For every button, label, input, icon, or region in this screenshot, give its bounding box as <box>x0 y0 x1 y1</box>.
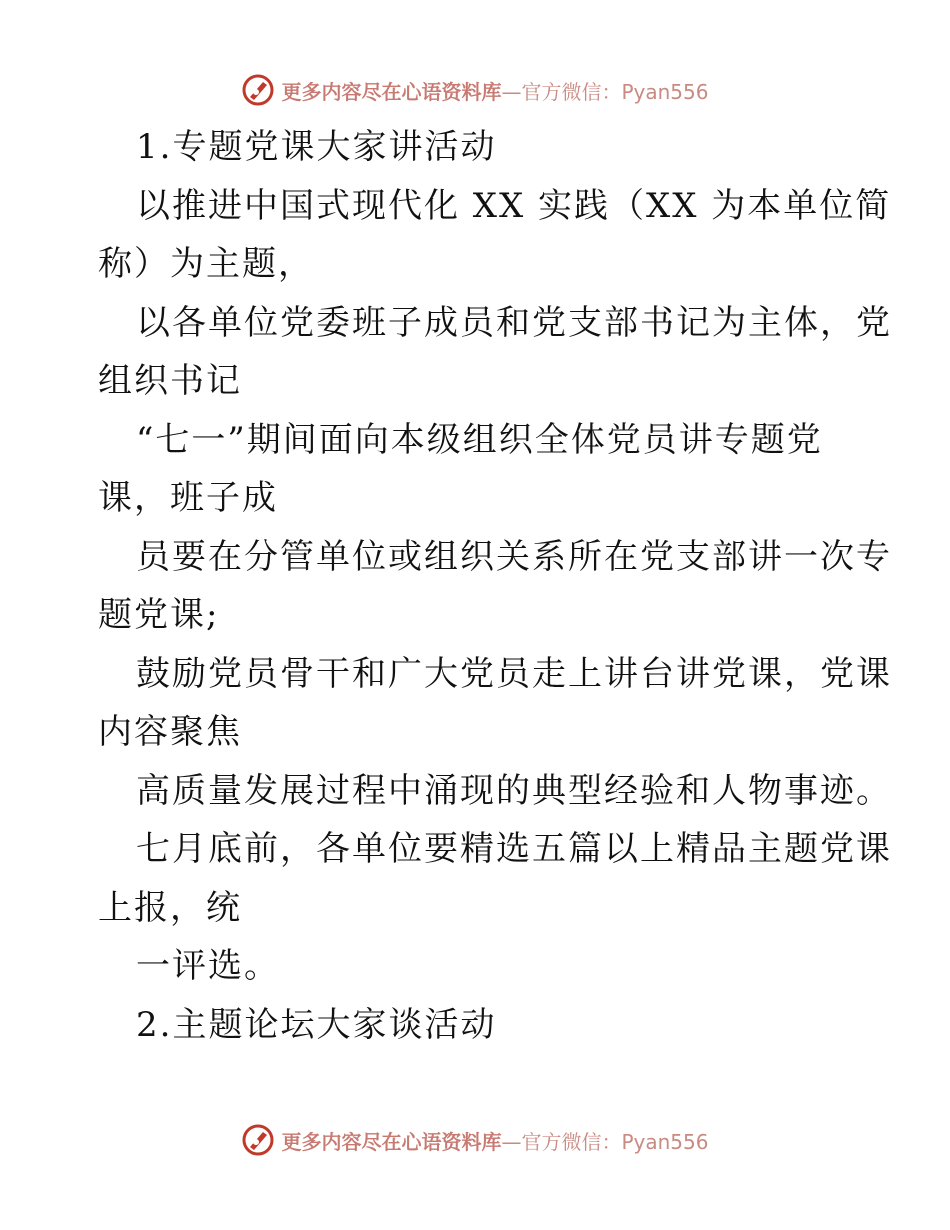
paragraph-line: 高质量发展过程中涌现的典型经验和人物事迹。 <box>136 770 892 811</box>
section-heading-2: 2.主题论坛大家谈活动 <box>136 1004 497 1045</box>
section-heading-1: 1.专题党课大家讲活动 <box>136 127 497 167</box>
header-banner <box>0 70 950 110</box>
banner-wechat-text: 官方微信：Pyan556 <box>521 1129 709 1154</box>
paragraph-line: 组织书记 <box>98 361 242 401</box>
banner-dash: — <box>501 79 522 104</box>
banner-main-text: 更多内容尽在心语资料库 <box>281 1129 502 1154</box>
banner-main-text: 更多内容尽在心语资料库 <box>281 79 502 104</box>
banner-wechat-text: 官方微信：Pyan556 <box>521 79 709 104</box>
paragraph-line: 题党课; <box>98 595 220 635</box>
paragraph-line: 以推进中国式现代化 XX 实践（XX 为本单位简 <box>136 185 892 226</box>
paragraph-line: “七一”期间面向本级组织全体党员讲专题党 <box>136 419 823 460</box>
paragraph-line: 上报，统 <box>98 887 242 928</box>
pen-in-circle-logo-icon <box>241 73 275 107</box>
paragraph-line: 一评选。 <box>136 946 280 986</box>
paragraph-line: 鼓励党员骨干和广大党员走上讲台讲党课，党课 <box>136 653 892 694</box>
paragraph-line: 课，班子成 <box>98 478 278 518</box>
banner-text <box>281 1126 708 1155</box>
paragraph-line: 员要在分管单位或组织关系所在党支部讲一次专 <box>136 536 892 577</box>
paragraph-line: 称）为主题， <box>98 244 314 284</box>
banner-text <box>281 76 708 105</box>
pen-in-circle-logo-icon <box>241 1123 275 1157</box>
paragraph-line: 以各单位党委班子成员和党支部书记为主体，党 <box>136 302 892 343</box>
paragraph-line: 七月底前，各单位要精选五篇以上精品主题党课 <box>136 829 892 869</box>
document-body <box>98 118 892 1054</box>
paragraph-line: 内容聚焦 <box>98 712 242 752</box>
footer-banner <box>0 1120 950 1160</box>
banner-dash: — <box>501 1129 522 1154</box>
